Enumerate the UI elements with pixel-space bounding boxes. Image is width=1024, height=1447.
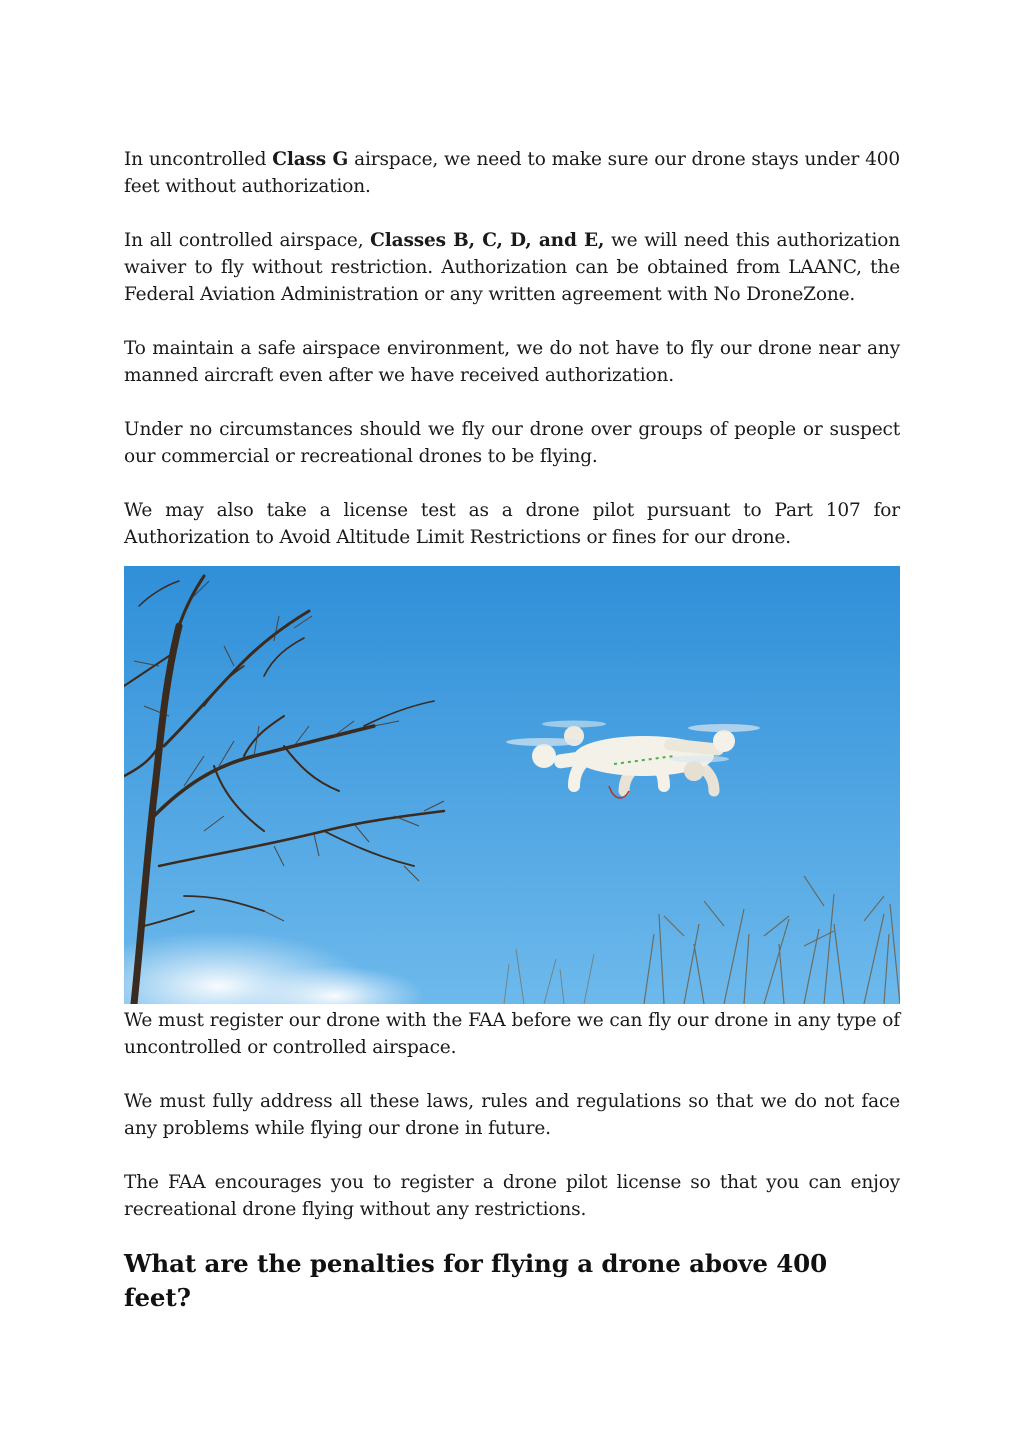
paragraph-license-test: We may also take a license test as a drone pilot pursuant to Part 107 for Authorization to Avoid Altitude Limit Restrictions or fines for our drone. <box>124 500 900 548</box>
paragraph-safe-environment: To maintain a safe airspace environment, we do not have to fly our drone near any manned aircraft even after we have received authorization. <box>124 338 900 386</box>
paragraph-controlled-airspace: In all controlled airspace, Classes B, C, D, and E, we will need this authorization waiver to fly without restriction. Authorization can be obtained from LAANC, the Federal Aviation Administration or any written agreement with No DroneZone. <box>124 230 900 305</box>
bold-term: Class G <box>272 149 349 170</box>
paragraph-faa-encourages: The FAA encourages you to register a drone pilot license so that you can enjoy recreational drone flying without any restrictions. <box>124 1172 900 1220</box>
document-page <box>124 146 900 1315</box>
paragraph-groups-of-people: Under no circumstances should we fly our drone over groups of people or suspect our commercial or recreational drones to be flying. <box>124 419 900 467</box>
paragraph-address-laws: We must fully address all these laws, rules and regulations so that we do not face any problems while flying our drone in future. <box>124 1091 900 1139</box>
bold-term: Classes B, C, D, and E, <box>370 230 605 251</box>
paragraph-class-g: In uncontrolled Class G airspace, we need to make sure our drone stays under 400 feet without authorization. <box>124 149 900 197</box>
section-heading: What are the penalties for flying a drone above 400 feet? <box>124 1249 828 1312</box>
drone-photo <box>124 566 900 1004</box>
paragraph-register-faa: We must register our drone with the FAA before we can fly our drone in any type of uncontrolled or controlled airspace. <box>124 1010 900 1058</box>
